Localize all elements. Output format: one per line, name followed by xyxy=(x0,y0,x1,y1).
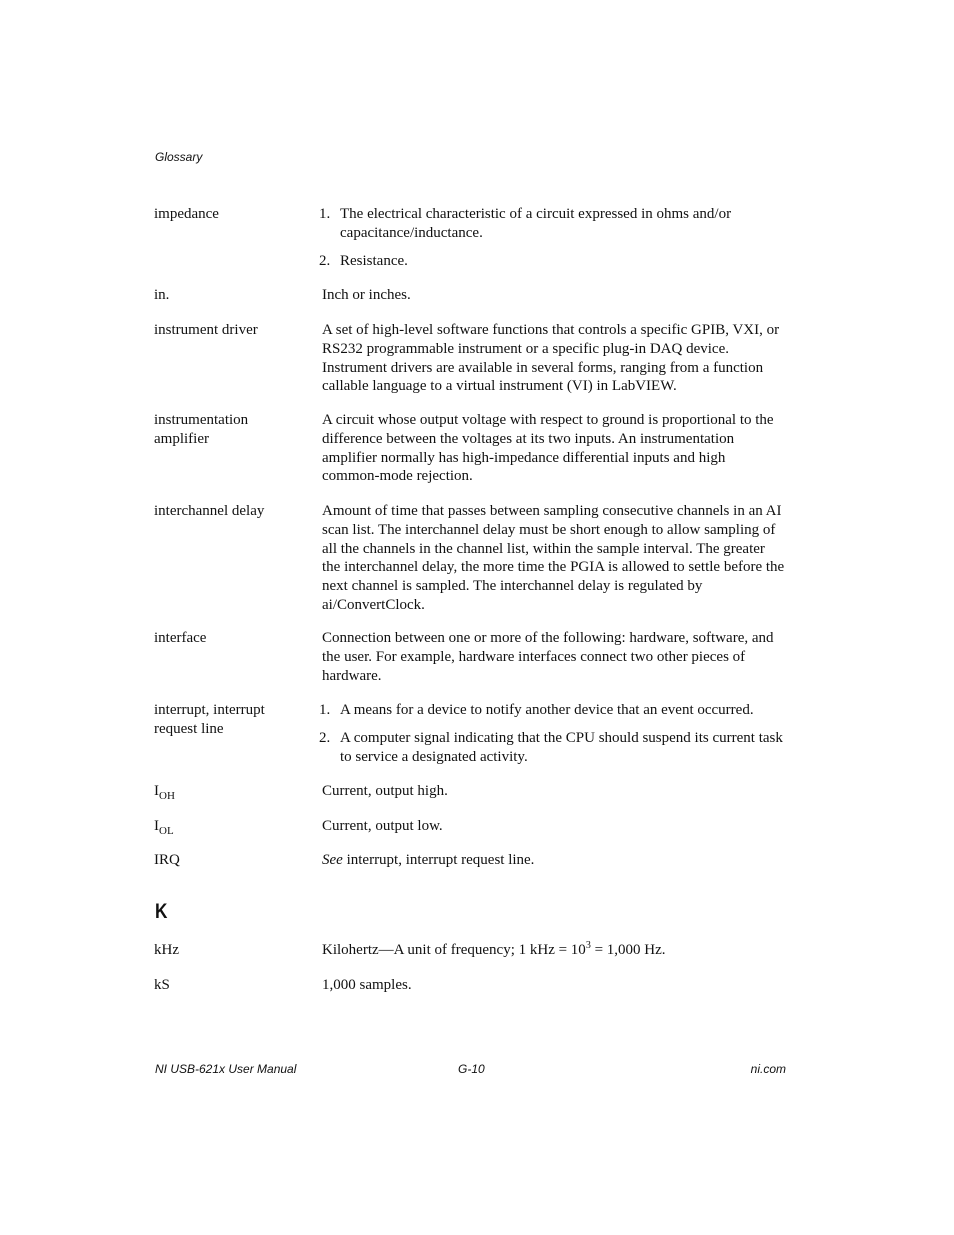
term-line: amplifier xyxy=(154,430,209,447)
item-text: Resistance. xyxy=(340,252,408,269)
item-text: The electrical characteristic of a circuit expressed in ohms and/or capacitance/inductance. xyxy=(340,206,732,241)
glossary-definition: Amount of time that passes between sampling consecutive channels in an AI scan list. The interchannel delay must be short enough to allow sampling of all the channels in the channel list, within the sample interval. The greater the interchannel delay, the more time the PGIA is allowed to settle before the next channel is sampled. The interchannel delay is regulated by ai/ConvertClock. xyxy=(322,503,785,613)
glossary-term xyxy=(154,817,314,836)
glossary-term: impedance xyxy=(154,206,219,222)
glossary-term xyxy=(154,782,314,801)
see-reference: See xyxy=(322,852,343,868)
glossary-definition xyxy=(319,701,786,766)
glossary-definition: Current, output high. xyxy=(322,783,448,799)
term-line: instrumentation xyxy=(154,412,249,428)
numbered-item: 2. Resistance. xyxy=(319,252,408,269)
glossary-definition xyxy=(322,941,786,960)
numbered-item: 2. A computer signal indicating that the CPU should suspend its current task to service a designated activity. xyxy=(319,729,783,765)
glossary-term: kHz xyxy=(154,942,179,958)
glossary-term xyxy=(154,701,314,739)
glossary-term: instrument driver xyxy=(154,322,258,338)
item-text: A computer signal indicating that the CPU should suspend its current task to service a designated activity. xyxy=(340,729,783,765)
running-header: Glossary xyxy=(155,150,203,164)
glossary-term: interface xyxy=(154,630,207,646)
glossary-definition xyxy=(319,205,786,270)
glossary-definition: Connection between one or more of the following: hardware, software, and the user. For example, hardware interfaces connect two other pieces of hardware. xyxy=(322,630,774,684)
definition-text: = 1,000 Hz. xyxy=(590,942,666,958)
footer-manual-title: NI USB-621x User Manual xyxy=(155,1062,297,1076)
term-line: interrupt, interrupt xyxy=(154,702,265,718)
definition-text: interrupt, interrupt request line. xyxy=(342,852,535,868)
definition-text: Kilohertz—A unit of frequency; 1 kHz = 10 xyxy=(322,942,586,958)
glossary-term: kS xyxy=(154,977,170,993)
term-subscript: OH xyxy=(159,790,175,802)
glossary-term: IRQ xyxy=(154,852,180,868)
glossary-definition: A set of high-level software functions that controls a specific GPIB, VXI, or RS232 programmable instrument or a specific plug-in DAQ device. Instrument drivers are available in several forms, ranging from a function callable language to a virtual instrument (VI) in LabVIEW. xyxy=(322,322,780,395)
term-base: I xyxy=(154,783,159,799)
page-number: G-10 xyxy=(458,1062,485,1076)
footer-website: ni.com xyxy=(750,1062,786,1076)
glossary-term xyxy=(154,411,314,449)
glossary-term: interchannel delay xyxy=(154,503,265,519)
glossary-term: in. xyxy=(154,287,170,303)
numbered-item: 1. The electrical characteristic of a circuit expressed in ohms and/or capacitance/inductance. xyxy=(319,206,732,241)
glossary-definition: 1,000 samples. xyxy=(322,977,412,993)
term-base: I xyxy=(154,818,159,834)
numbered-item: 1. A means for a device to notify another device that an event occurred. xyxy=(319,702,754,718)
glossary-definition: Current, output low. xyxy=(322,818,443,834)
glossary-definition xyxy=(322,851,786,870)
section-heading: K xyxy=(155,900,168,923)
glossary-definition: A circuit whose output voltage with respect to ground is proportional to the difference between the voltages at its two inputs. An instrumentation amplifier normally has high-impedance differential inputs and high common-mode rejection. xyxy=(322,412,774,485)
term-subscript: OL xyxy=(159,825,174,837)
exponent: 3 xyxy=(585,940,591,951)
term-line: request line xyxy=(154,720,224,737)
glossary-definition: Inch or inches. xyxy=(322,287,411,303)
item-text: A means for a device to notify another device that an event occurred. xyxy=(340,702,754,718)
